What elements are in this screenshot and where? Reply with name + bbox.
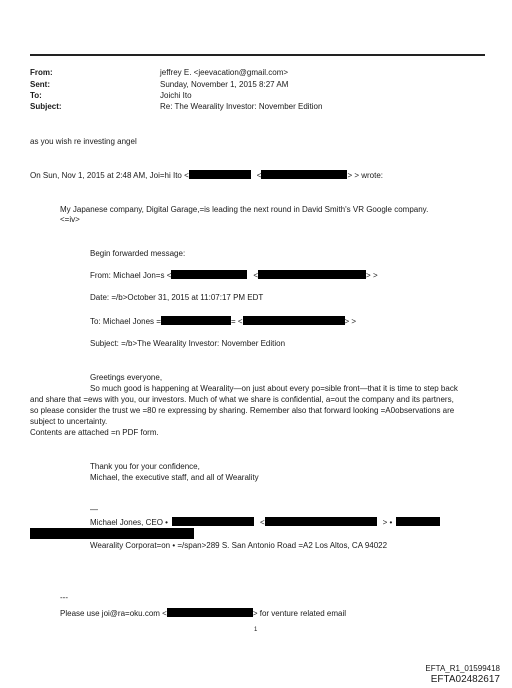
from-value: jeffrey E. <jeevacation@gmail.com>	[160, 68, 289, 77]
thanks-line-2: Michael, the executive staff, and all of Wearality	[90, 473, 259, 482]
redaction-block	[258, 270, 366, 279]
from-label: From:	[30, 68, 53, 77]
wrote-prefix: On Sun, Nov 1, 2015 at 2:48 AM, Joi=hi Ito <	[30, 171, 189, 180]
page-number: 1	[254, 627, 258, 633]
paragraph-line: So much good is happening at Wearality—on just about every po=sible front—that it is time to step back	[90, 384, 458, 393]
reply-text: as you wish re investing angel	[30, 137, 137, 146]
redaction-block	[167, 608, 253, 617]
signature-dash: —	[90, 505, 98, 514]
forward-to-prefix: To: Michael Jones =	[90, 317, 161, 326]
redaction-block	[265, 517, 377, 526]
forward-from-suffix: > >	[366, 271, 378, 280]
to-value: Joichi Ito	[160, 91, 192, 100]
paragraph-line: Contents are attached =n PDF form.	[30, 428, 159, 437]
redaction-block	[243, 316, 345, 325]
quote-line-2: <=iv>	[60, 215, 80, 224]
redaction-block	[396, 517, 440, 526]
redaction-block	[161, 316, 231, 325]
forward-to-suffix: > >	[344, 317, 357, 326]
forward-from-line	[90, 270, 378, 281]
forward-from-prefix: From: Michael Jon=s <	[90, 271, 172, 280]
forward-from-mid: <	[253, 271, 259, 280]
paragraph-line: so please consider the trust we =80 re expressing by sharing. Remember also that forward looking =A0observations are	[30, 406, 455, 415]
subject-value: Re: The Wearality Investor: November Edition	[160, 102, 323, 111]
signature-gt: > •	[382, 518, 393, 527]
wrote-mid: <	[256, 171, 262, 180]
thanks-line-1: Thank you for your confidence,	[90, 462, 200, 471]
redaction-block	[172, 517, 254, 526]
ps-prefix: Please use joi@ra=oku.com <	[60, 609, 167, 618]
forward-header: Begin forwarded message:	[90, 249, 186, 258]
sent-value: Sunday, November 1, 2015 8:27 AM	[160, 80, 289, 89]
company-address: Wearality Corporat=on • =/span>289 S. San Antonio Road =A2 Los Altos, CA 94022	[90, 541, 388, 550]
ps-suffix: > for venture related email	[252, 609, 347, 618]
efta-id-1: EFTA_R1_01599418	[425, 664, 500, 673]
wrote-suffix: > > wrote:	[347, 171, 384, 180]
forward-to-mid: = <	[230, 317, 243, 326]
ps-line	[60, 608, 346, 619]
to-label: To:	[30, 91, 42, 100]
efta-id-2: EFTA02482617	[430, 674, 500, 685]
paragraph-line: subject to uncertainty.	[30, 417, 108, 426]
subject-label: Subject:	[30, 102, 62, 111]
header-rule	[30, 54, 485, 56]
redaction-block	[261, 170, 347, 179]
redaction-block	[30, 528, 194, 539]
forward-subject: Subject: =/b>The Wearality Investor: November Edition	[90, 339, 286, 348]
paragraph-line: and share that =ews with you, our investors. Much of what we share is confidential, a=out the company and its partners,	[30, 395, 454, 404]
signature-lt: <	[259, 518, 265, 527]
signature-name: Michael Jones, CEO •	[90, 518, 168, 527]
sent-label: Sent:	[30, 80, 50, 89]
greeting: Greetings everyone,	[90, 373, 163, 382]
separator: ---	[60, 593, 68, 602]
redaction-block	[189, 170, 251, 179]
forward-date: Date: =/b>October 31, 2015 at 11:07:17 PM EDT	[90, 293, 264, 302]
forward-to-line	[90, 316, 356, 327]
wrote-line	[30, 170, 383, 181]
quote-line-1: My Japanese company, Digital Garage,=is leading the next round in David Smith's VR Google company.	[60, 205, 429, 214]
redaction-block	[171, 270, 247, 279]
signature-line	[90, 517, 440, 528]
